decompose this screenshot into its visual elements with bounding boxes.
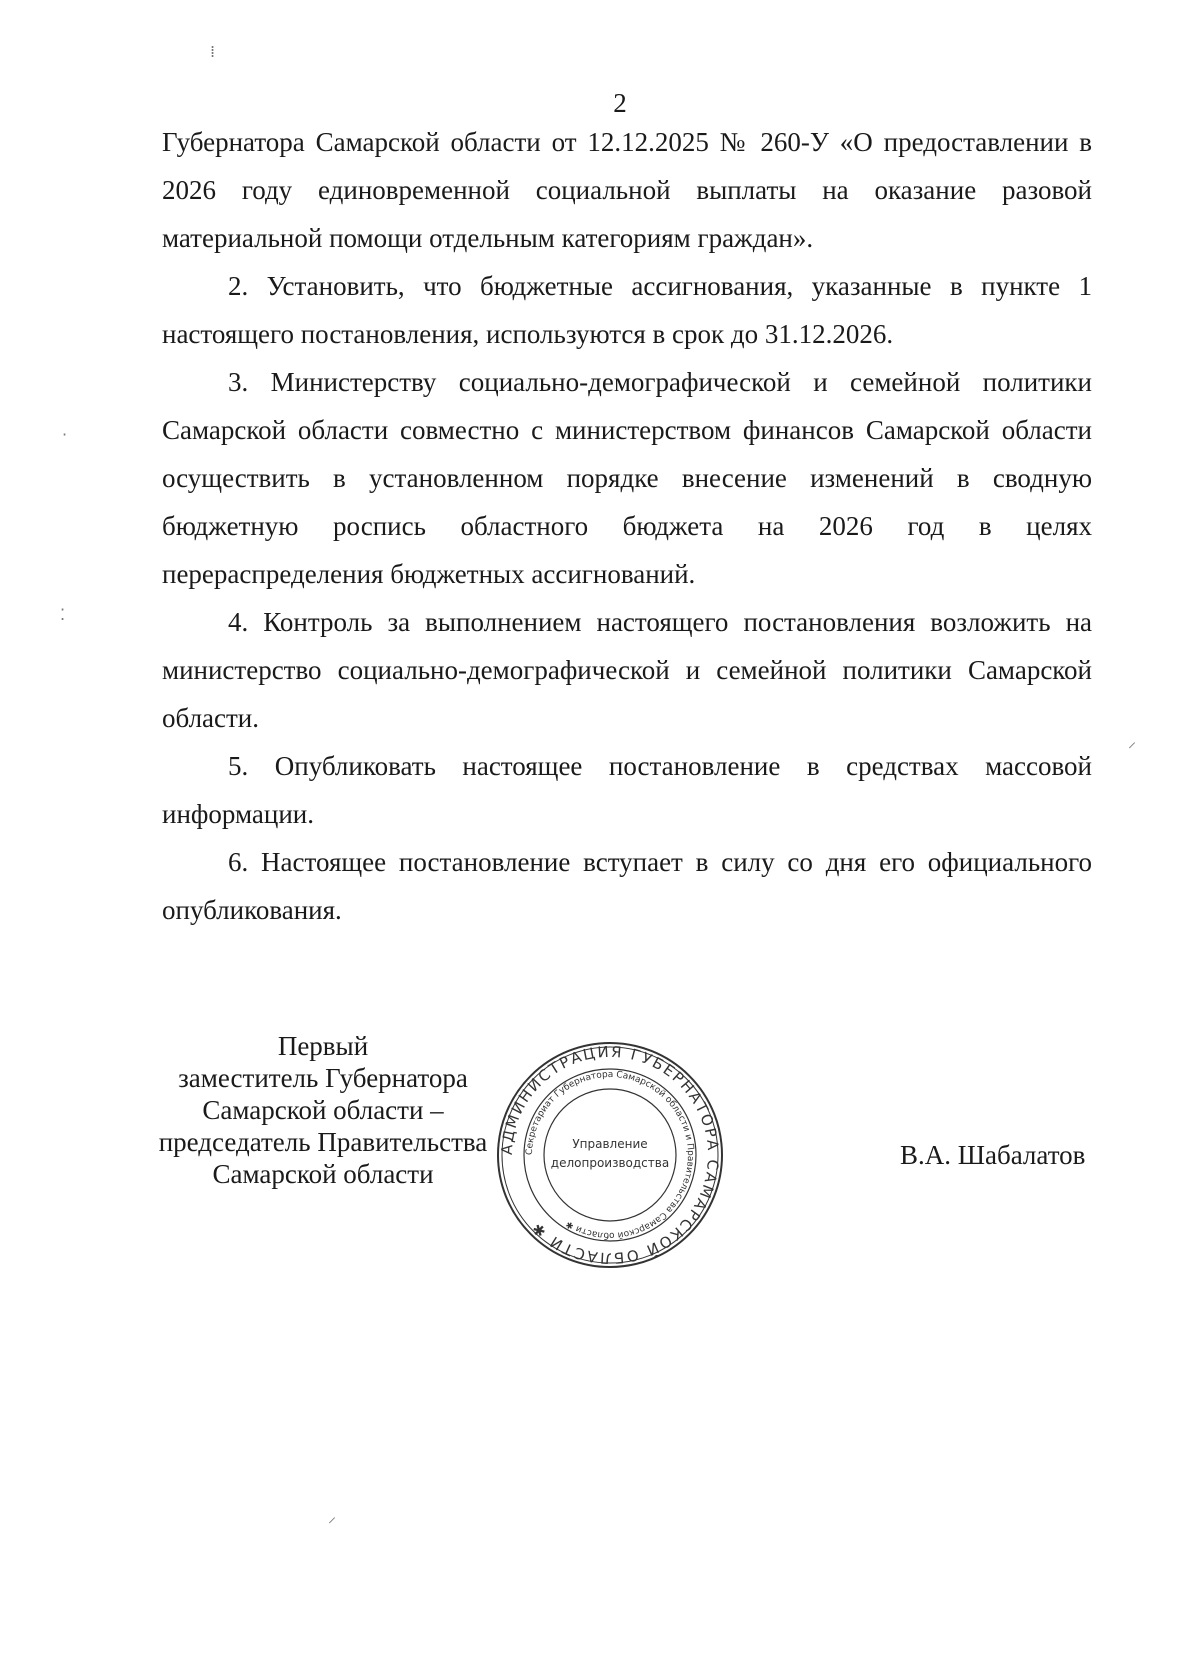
paragraph-continuation: Губернатора Самарской области от 12.12.2025 № 260-У «О предоставлении в 2026 году единовременной социальной выплаты на оказание разовой материальной помощи отдельным категориям граждан». — [162, 127, 1092, 253]
signatory-position-line: Самарской области — [212, 1159, 434, 1189]
paragraph-item-2: 2. Установить, что бюджетные ассигнования, указанные в пункте 1 настоящего постановления, используются в срок до 31.12.2026. — [162, 271, 1092, 349]
svg-text:Секретариат Губернатора Самарс: Секретариат Губернатора Самарской области и Правительства Самарской области ✱ — [524, 1069, 696, 1241]
scan-speck: ⁞ — [210, 42, 216, 61]
paragraph-item-5: 5. Опубликовать настоящее постановление в средствах массовой информации. — [162, 751, 1092, 829]
seal-center-line-2: делопроизводства — [550, 1156, 670, 1170]
signatory-position-line: заместитель Губернатора — [178, 1063, 468, 1093]
signatory-name: В.А. Шабалатов — [900, 1140, 1086, 1170]
scan-speck: · — [62, 425, 68, 444]
seal-center-line-1: Управление — [572, 1137, 648, 1151]
signatory-position-line: Самарской области – — [202, 1095, 444, 1125]
paragraph-item-4: 4. Контроль за выполнением настоящего постановления возложить на министерство социально-демографической и семейной политики Самарской области. — [162, 607, 1092, 733]
paragraph-item-6: 6. Настоящее постановление вступает в силу со дня его официального опубликования. — [162, 847, 1092, 925]
signatory-position — [148, 1030, 498, 1190]
scan-speck: ⸝ — [328, 1507, 337, 1526]
page-number: 2 — [613, 88, 627, 118]
signatory-position-line: Первый — [277, 1031, 369, 1061]
scan-speck: ⸝ — [1128, 732, 1137, 751]
official-seal — [495, 1040, 725, 1270]
svg-text:АДМИНИСТРАЦИЯ ГУБЕРНАТОРА САМА: АДМИНИСТРАЦИЯ ГУБЕРНАТОРА САМАРСКОЙ ОБЛАСТИ ✱ — [497, 1042, 723, 1268]
document-body — [162, 118, 1092, 934]
paragraph-item-3: 3. Министерству социально-демографической и семейной политики Самарской области совместно с министерством финансов Самарской области осуществить в установленном порядке внесение изменений в сводную бюджетную роспись областного бюджета на 2026 год в целях перераспределения бюджетных ассигнований. — [162, 367, 1092, 589]
signatory-position-line: председатель Правительства — [158, 1127, 488, 1157]
scan-speck: ⁚ — [60, 605, 66, 624]
